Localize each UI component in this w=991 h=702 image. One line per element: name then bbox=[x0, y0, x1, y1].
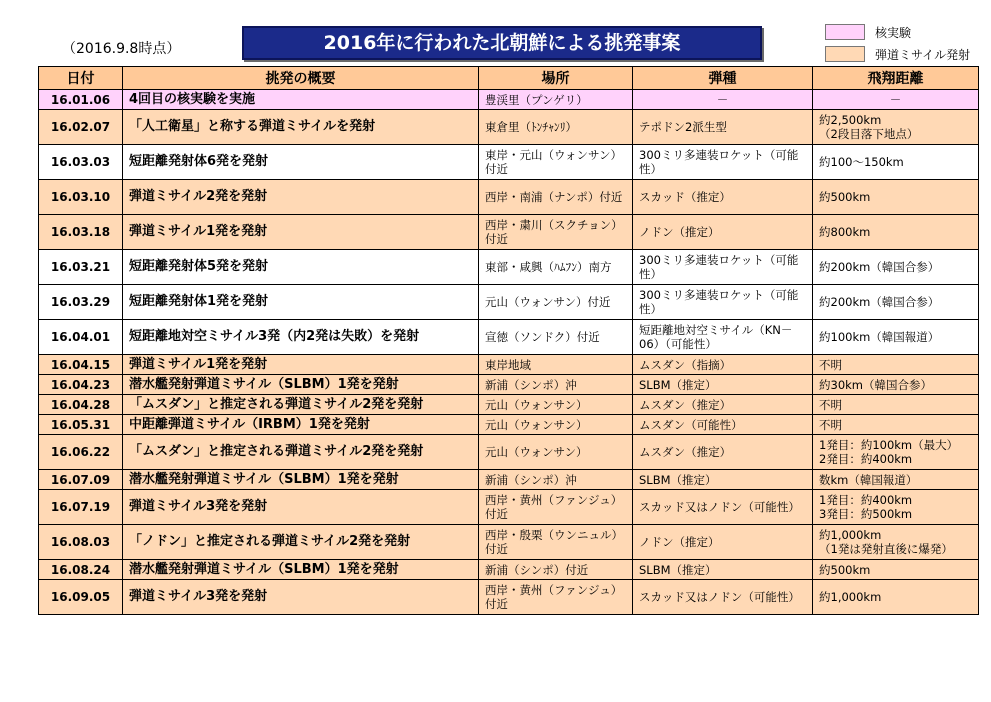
cell-summary: 弾道ミサイル1発を発射 bbox=[123, 215, 479, 250]
cell-summary: 4回目の核実験を実施 bbox=[123, 90, 479, 110]
col-header-summary: 挑発の概要 bbox=[123, 67, 479, 90]
cell-distance: 不明 bbox=[813, 415, 979, 435]
cell-date: 16.02.07 bbox=[39, 110, 123, 145]
table-row bbox=[39, 215, 979, 250]
cell-summary: 弾道ミサイル2発を発射 bbox=[123, 180, 479, 215]
table-row bbox=[39, 110, 979, 145]
cell-type: ムスダン（推定） bbox=[633, 435, 813, 470]
table-row bbox=[39, 145, 979, 180]
cell-place: 宣徳（ソンドク）付近 bbox=[479, 320, 633, 355]
date-note: （2016.9.8時点） bbox=[62, 41, 181, 57]
cell-summary: 潜水艦発射弾道ミサイル（SLBM）1発を発射 bbox=[123, 470, 479, 490]
cell-type: ノドン（推定） bbox=[633, 525, 813, 560]
table-row bbox=[39, 470, 979, 490]
cell-date: 16.08.24 bbox=[39, 560, 123, 580]
cell-date: 16.03.10 bbox=[39, 180, 123, 215]
cell-place: 西岸・南浦（ナンポ）付近 bbox=[479, 180, 633, 215]
table-body bbox=[39, 90, 979, 615]
cell-summary: 短距離発射体6発を発射 bbox=[123, 145, 479, 180]
cell-type: スカッド又はノドン（可能性） bbox=[633, 580, 813, 615]
cell-distance: 約100km（韓国報道） bbox=[813, 320, 979, 355]
cell-place: 豊渓里（プンゲリ） bbox=[479, 90, 633, 110]
cell-type: 300ミリ多連装ロケット（可能性） bbox=[633, 145, 813, 180]
cell-summary: 潜水艦発射弾道ミサイル（SLBM）1発を発射 bbox=[123, 375, 479, 395]
table-row bbox=[39, 395, 979, 415]
cell-summary: 短距離地対空ミサイル3発（内2発は失敗）を発射 bbox=[123, 320, 479, 355]
table-row bbox=[39, 355, 979, 375]
cell-type: スカッド（推定） bbox=[633, 180, 813, 215]
cell-place: 新浦（シンポ）沖 bbox=[479, 375, 633, 395]
cell-summary: 短距離発射体1発を発射 bbox=[123, 285, 479, 320]
table-row bbox=[39, 285, 979, 320]
cell-place: 元山（ウォンサン）付近 bbox=[479, 285, 633, 320]
cell-summary: 短距離発射体5発を発射 bbox=[123, 250, 479, 285]
cell-distance: 約200km（韓国合参） bbox=[813, 250, 979, 285]
cell-summary: 弾道ミサイル3発を発射 bbox=[123, 580, 479, 615]
cell-place: 東部・咸興（ﾊﾑﾌﾝ）南方 bbox=[479, 250, 633, 285]
legend-swatch-nuclear bbox=[825, 24, 865, 40]
cell-distance: 約500km bbox=[813, 180, 979, 215]
cell-place: 西岸・黄州（ファンジュ）付近 bbox=[479, 490, 633, 525]
col-header-date: 日付 bbox=[39, 67, 123, 90]
cell-type: SLBM（推定） bbox=[633, 375, 813, 395]
cell-date: 16.08.03 bbox=[39, 525, 123, 560]
cell-distance: 約800km bbox=[813, 215, 979, 250]
cell-summary: 「ノドン」と推定される弾道ミサイル2発を発射 bbox=[123, 525, 479, 560]
cell-summary: 「人工衛星」と称する弾道ミサイルを発射 bbox=[123, 110, 479, 145]
cell-date: 16.04.01 bbox=[39, 320, 123, 355]
cell-date: 16.05.31 bbox=[39, 415, 123, 435]
cell-summary: 中距離弾道ミサイル（IRBM）1発を発射 bbox=[123, 415, 479, 435]
cell-place: 東岸・元山（ウォンサン）付近 bbox=[479, 145, 633, 180]
cell-summary: 「ムスダン」と推定される弾道ミサイル2発を発射 bbox=[123, 395, 479, 415]
cell-date: 16.09.05 bbox=[39, 580, 123, 615]
table-row bbox=[39, 490, 979, 525]
cell-type: スカッド又はノドン（可能性） bbox=[633, 490, 813, 525]
cell-place: 西岸・殷栗（ウンニュル）付近 bbox=[479, 525, 633, 560]
table-row bbox=[39, 415, 979, 435]
cell-date: 16.06.22 bbox=[39, 435, 123, 470]
cell-place: 新浦（シンポ）付近 bbox=[479, 560, 633, 580]
cell-type: ムスダン（推定） bbox=[633, 395, 813, 415]
cell-place: 西岸・黄州（ファンジュ）付近 bbox=[479, 580, 633, 615]
cell-date: 16.04.28 bbox=[39, 395, 123, 415]
cell-distance: 1発目：約100km（最大） 2発目：約400km bbox=[813, 435, 979, 470]
incidents-table bbox=[38, 66, 979, 615]
cell-date: 16.03.18 bbox=[39, 215, 123, 250]
cell-summary: 「ムスダン」と推定される弾道ミサイル2発を発射 bbox=[123, 435, 479, 470]
cell-distance: 不明 bbox=[813, 395, 979, 415]
cell-distance: 約2,500km （2段目落下地点） bbox=[813, 110, 979, 145]
cell-type: SLBM（推定） bbox=[633, 470, 813, 490]
cell-type: － bbox=[633, 90, 813, 110]
cell-place: 元山（ウォンサン） bbox=[479, 395, 633, 415]
cell-date: 16.03.21 bbox=[39, 250, 123, 285]
table-row bbox=[39, 435, 979, 470]
cell-summary: 弾道ミサイル1発を発射 bbox=[123, 355, 479, 375]
table-row bbox=[39, 525, 979, 560]
table-row bbox=[39, 180, 979, 215]
cell-place: 西岸・粛川（スクチョン）付近 bbox=[479, 215, 633, 250]
table-header-row bbox=[39, 67, 979, 90]
cell-summary: 弾道ミサイル3発を発射 bbox=[123, 490, 479, 525]
cell-distance: 1発目：約400km 3発目：約500km bbox=[813, 490, 979, 525]
cell-date: 16.07.19 bbox=[39, 490, 123, 525]
cell-distance: 数km（韓国報道） bbox=[813, 470, 979, 490]
table-row bbox=[39, 580, 979, 615]
cell-place: 東岸地域 bbox=[479, 355, 633, 375]
cell-date: 16.04.15 bbox=[39, 355, 123, 375]
table-row bbox=[39, 375, 979, 395]
cell-type: ノドン（推定） bbox=[633, 215, 813, 250]
cell-distance: － bbox=[813, 90, 979, 110]
cell-date: 16.04.23 bbox=[39, 375, 123, 395]
cell-date: 16.03.03 bbox=[39, 145, 123, 180]
col-header-type: 弾種 bbox=[633, 67, 813, 90]
legend-label-nuclear: 核実験 bbox=[875, 25, 912, 40]
cell-place: 東倉里（ﾄﾝﾁｬﾝﾘ） bbox=[479, 110, 633, 145]
cell-date: 16.03.29 bbox=[39, 285, 123, 320]
col-header-place: 場所 bbox=[479, 67, 633, 90]
cell-distance: 不明 bbox=[813, 355, 979, 375]
cell-distance: 約1,000km bbox=[813, 580, 979, 615]
cell-type: SLBM（推定） bbox=[633, 560, 813, 580]
cell-type: ムスダン（指摘） bbox=[633, 355, 813, 375]
legend-item-nuclear bbox=[825, 22, 970, 42]
col-header-distance: 飛翔距離 bbox=[813, 67, 979, 90]
cell-type: テポドン2派生型 bbox=[633, 110, 813, 145]
legend-label-missile: 弾道ミサイル発射 bbox=[875, 47, 971, 62]
cell-place: 元山（ウォンサン） bbox=[479, 435, 633, 470]
cell-place: 新浦（シンポ）沖 bbox=[479, 470, 633, 490]
cell-distance: 約100～150km bbox=[813, 145, 979, 180]
cell-distance: 約1,000km （1発は発射直後に爆発） bbox=[813, 525, 979, 560]
cell-summary: 潜水艦発射弾道ミサイル（SLBM）1発を発射 bbox=[123, 560, 479, 580]
cell-place: 元山（ウォンサン） bbox=[479, 415, 633, 435]
cell-date: 16.07.09 bbox=[39, 470, 123, 490]
cell-type: ムスダン（可能性） bbox=[633, 415, 813, 435]
cell-type: 300ミリ多連装ロケット（可能性） bbox=[633, 250, 813, 285]
legend-swatch-missile bbox=[825, 46, 865, 62]
table-row bbox=[39, 320, 979, 355]
cell-date: 16.01.06 bbox=[39, 90, 123, 110]
cell-distance: 約500km bbox=[813, 560, 979, 580]
legend-item-missile bbox=[825, 44, 970, 64]
table-row bbox=[39, 250, 979, 285]
cell-type: 300ミリ多連装ロケット（可能性） bbox=[633, 285, 813, 320]
legend bbox=[825, 22, 970, 66]
table-row bbox=[39, 90, 979, 110]
cell-distance: 約200km（韓国合参） bbox=[813, 285, 979, 320]
cell-distance: 約30km（韓国合参） bbox=[813, 375, 979, 395]
cell-type: 短距離地対空ミサイル（KN－06）（可能性） bbox=[633, 320, 813, 355]
page-title: 2016年に行われた北朝鮮による挑発事案 bbox=[242, 26, 762, 60]
table-row bbox=[39, 560, 979, 580]
